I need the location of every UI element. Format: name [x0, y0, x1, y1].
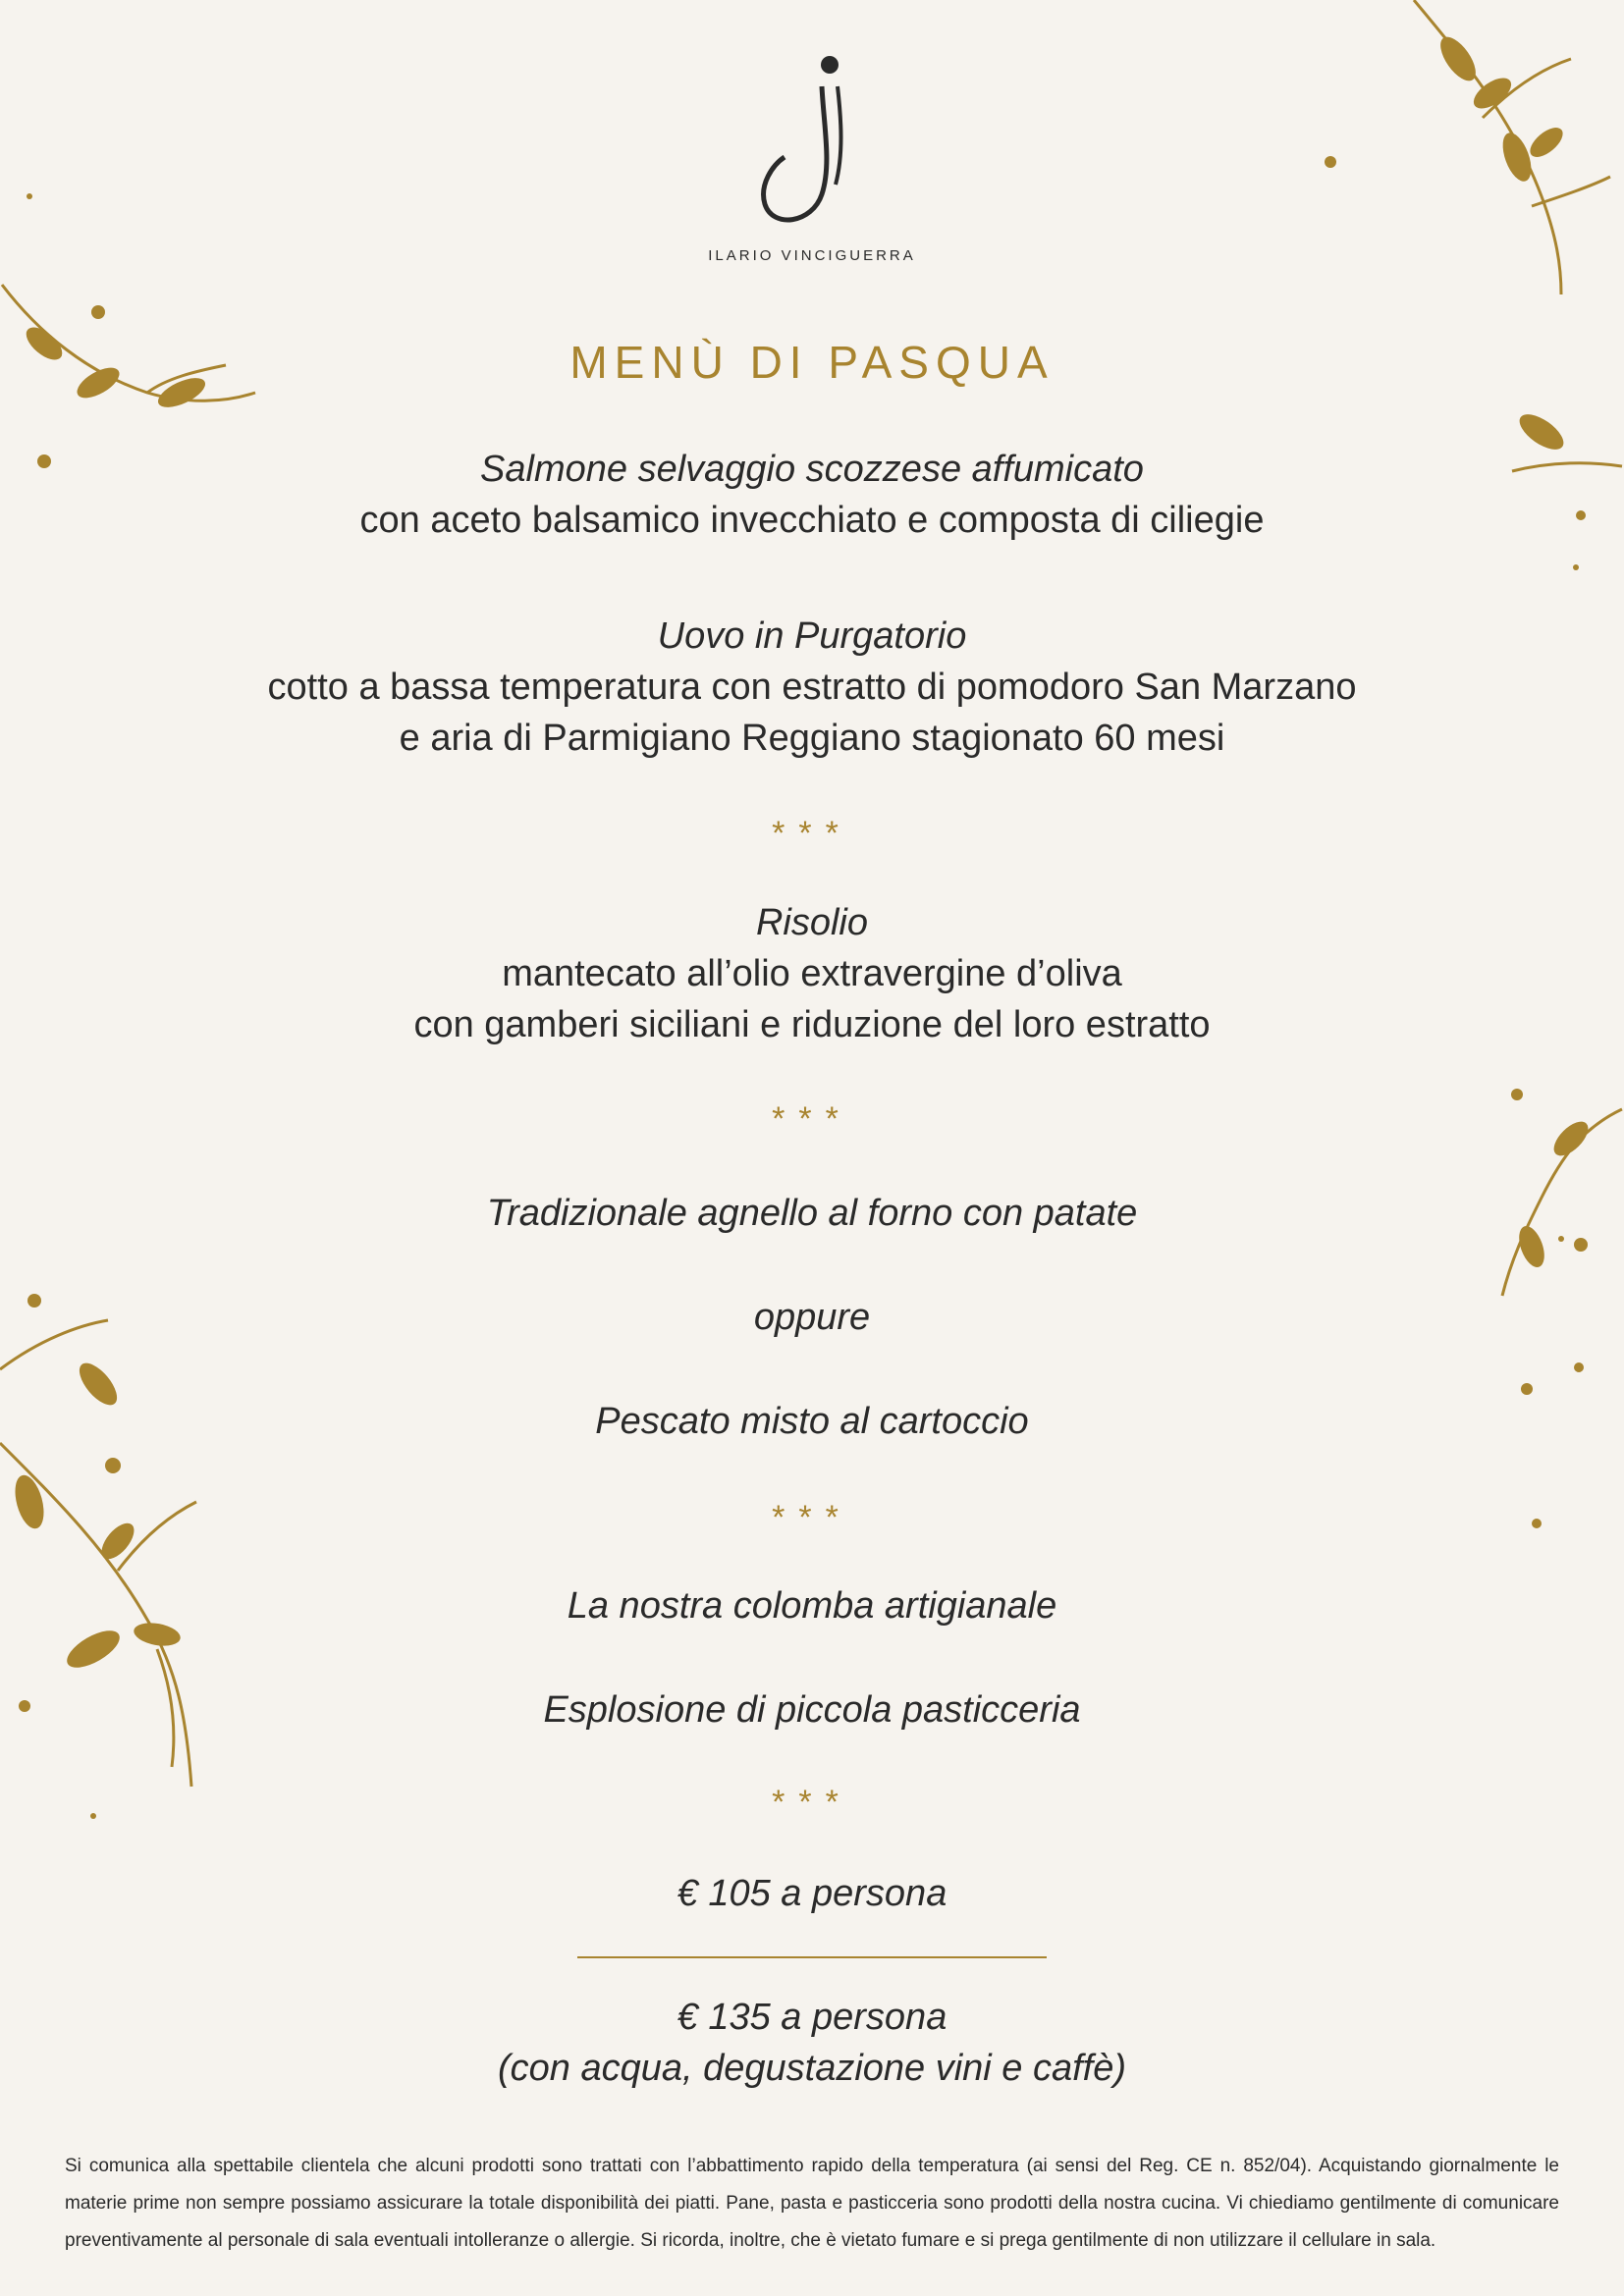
course-description: con aceto balsamico invecchiato e composta di ciliegie	[359, 500, 1265, 541]
logo-mark-icon	[753, 47, 871, 234]
price-basic: € 105 a persona	[677, 1873, 947, 1914]
course-item	[0, 611, 1624, 764]
price-divider	[577, 1956, 1047, 1958]
page-title: MENÙ DI PASQUA	[569, 337, 1055, 388]
course-description: e aria di Parmigiano Reggiano stagionato 60 mesi	[399, 718, 1225, 759]
course-name: Uovo in Purgatorio	[657, 615, 967, 657]
course-name: Tradizionale agnello al forno con patate	[486, 1193, 1138, 1234]
separator: ***	[772, 1100, 852, 1138]
course-name: La nostra colomba artigianale	[567, 1585, 1057, 1627]
course-description: con gamberi siciliani e riduzione del loro estratto	[413, 1004, 1211, 1045]
course-item	[0, 1292, 1624, 1343]
course-item	[0, 1396, 1624, 1447]
course-connector: oppure	[753, 1297, 871, 1338]
brand-logo	[0, 47, 1624, 264]
brand-name: ILARIO VINCIGUERRA	[708, 247, 916, 264]
course-item	[0, 444, 1624, 546]
price-full-note: (con acqua, degustazione vini e caffè)	[497, 2048, 1127, 2089]
course-item	[0, 1188, 1624, 1239]
course-description: cotto a bassa temperatura con estratto di pomodoro San Marzano	[267, 667, 1357, 708]
course-description: mantecato all’olio extravergine d’oliva	[502, 953, 1122, 994]
course-item	[0, 1580, 1624, 1631]
price-full-label: € 135 a persona	[677, 1997, 947, 2038]
course-name: Risolio	[755, 902, 869, 943]
price-full	[0, 1992, 1624, 2094]
course-name: Esplosione di piccola pasticceria	[543, 1689, 1081, 1731]
separator: ***	[772, 1499, 852, 1536]
course-name: Pescato misto al cartoccio	[595, 1401, 1029, 1442]
course-item	[0, 1684, 1624, 1735]
separator: ***	[772, 1784, 852, 1821]
footer-notice: Si comunica alla spettabile clientela che alcuni prodotti sono trattati con l’abbattimento rapido della temperatura (ai sensi del Reg. CE n. 852/04). Acquistando giornalmente le materie prime non sempre possiamo assicurare la totale disponibilità dei piatti. Pane, pasta e pasticceria sono prodotti della nostra cucina. Vi chiediamo gentilmente di comunicare preventivamente al personale di sala eventuali intolleranze o allergie. Si ricorda, inoltre, che è vietato fumare e si prega gentilmente di non utilizzare il cellulare in sala.	[65, 2156, 1559, 2251]
separator: ***	[772, 815, 852, 852]
course-name: Salmone selvaggio scozzese affumicato	[480, 449, 1144, 490]
course-item	[0, 897, 1624, 1050]
